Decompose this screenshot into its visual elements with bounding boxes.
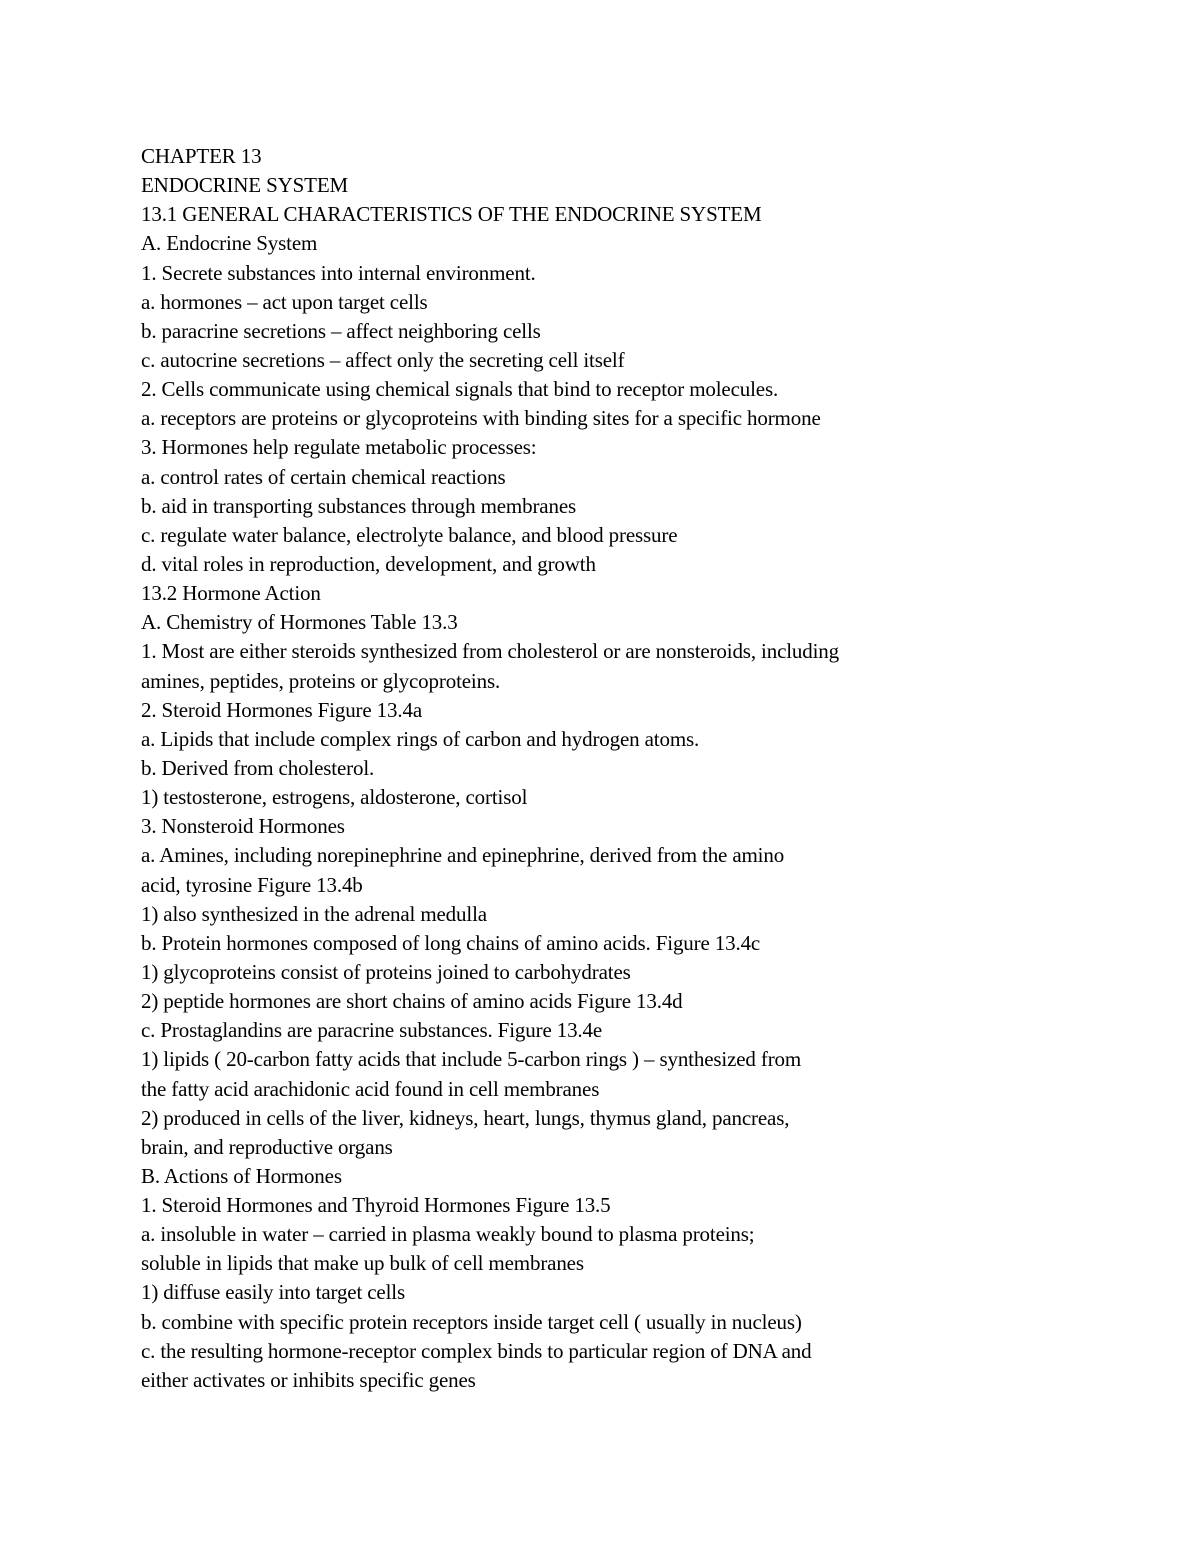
outline-line: 2. Cells communicate using chemical signals that bind to receptor molecules.	[141, 377, 779, 402]
outline-line: 1) glycoproteins consist of proteins joined to carbohydrates	[141, 959, 631, 984]
outline-line: b. combine with specific protein receptors inside target cell ( usually in nucleus)	[141, 1309, 802, 1334]
outline-line: acid, tyrosine Figure 13.4b	[141, 872, 363, 897]
section-heading: 13.2 Hormone Action	[141, 581, 321, 606]
outline-line: a. Lipids that include complex rings of carbon and hydrogen atoms.	[141, 726, 700, 751]
outline-line: soluble in lipids that make up bulk of cell membranes	[141, 1251, 584, 1276]
outline-line: either activates or inhibits specific genes	[141, 1367, 476, 1392]
outline-line: 1) lipids ( 20-carbon fatty acids that include 5-carbon rings ) – synthesized from	[141, 1047, 802, 1072]
chapter-title: ENDOCRINE SYSTEM	[141, 173, 349, 198]
outline-line: b. Derived from cholesterol.	[141, 755, 375, 780]
outline-line: 1) testosterone, estrogens, aldosterone, cortisol	[141, 785, 528, 810]
outline-line: 1. Most are either steroids synthesized from cholesterol or are nonsteroids, including	[141, 639, 840, 664]
outline-line: 2. Steroid Hormones Figure 13.4a	[141, 697, 422, 722]
outline-line: c. the resulting hormone-receptor complex binds to particular region of DNA and	[141, 1338, 812, 1363]
subsection-heading: B. Actions of Hormones	[141, 1163, 342, 1188]
outline-line: 1) diffuse easily into target cells	[141, 1280, 405, 1305]
outline-line: 3. Hormones help regulate metabolic processes:	[141, 435, 537, 460]
outline-line: b. Protein hormones composed of long chains of amino acids. Figure 13.4c	[141, 930, 761, 955]
outline-line: b. aid in transporting substances through membranes	[141, 493, 577, 518]
outline-line: 2) produced in cells of the liver, kidneys, heart, lungs, thymus gland, pancreas,	[141, 1105, 790, 1130]
subsection-heading: A. Endocrine System	[141, 231, 318, 256]
outline-line: c. regulate water balance, electrolyte balance, and blood pressure	[141, 522, 678, 547]
outline-line: a. Amines, including norepinephrine and epinephrine, derived from the amino	[141, 843, 785, 868]
outline-line: a. insoluble in water – carried in plasma weakly bound to plasma proteins;	[141, 1222, 755, 1247]
section-heading: 13.1 GENERAL CHARACTERISTICS OF THE ENDOCRINE SYSTEM	[141, 202, 762, 227]
outline-line: 2) peptide hormones are short chains of amino acids Figure 13.4d	[141, 989, 683, 1014]
outline-line: b. paracrine secretions – affect neighboring cells	[141, 318, 541, 343]
outline-line: 1) also synthesized in the adrenal medulla	[141, 901, 487, 926]
outline-line: 3. Nonsteroid Hormones	[141, 814, 345, 839]
outline-line: brain, and reproductive organs	[141, 1134, 393, 1159]
outline-line: d. vital roles in reproduction, development, and growth	[141, 551, 596, 576]
outline-line: c. autocrine secretions – affect only the secreting cell itself	[141, 347, 625, 372]
outline-line: a. control rates of certain chemical reactions	[141, 464, 506, 489]
chapter-number: CHAPTER 13	[141, 144, 262, 168]
outline-line: 1. Secrete substances into internal environment.	[141, 260, 536, 285]
outline-line: amines, peptides, proteins or glycoproteins.	[141, 668, 501, 693]
outline-line: a. hormones – act upon target cells	[141, 289, 428, 314]
outline-line: a. receptors are proteins or glycoproteins with binding sites for a specific hormone	[141, 406, 821, 431]
outline-line: c. Prostaglandins are paracrine substances. Figure 13.4e	[141, 1018, 603, 1043]
subsection-heading: A. Chemistry of Hormones Table 13.3	[141, 610, 458, 635]
outline-line: the fatty acid arachidonic acid found in cell membranes	[141, 1076, 600, 1101]
document-body	[141, 142, 1141, 1395]
outline-line: 1. Steroid Hormones and Thyroid Hormones Figure 13.5	[141, 1193, 611, 1218]
